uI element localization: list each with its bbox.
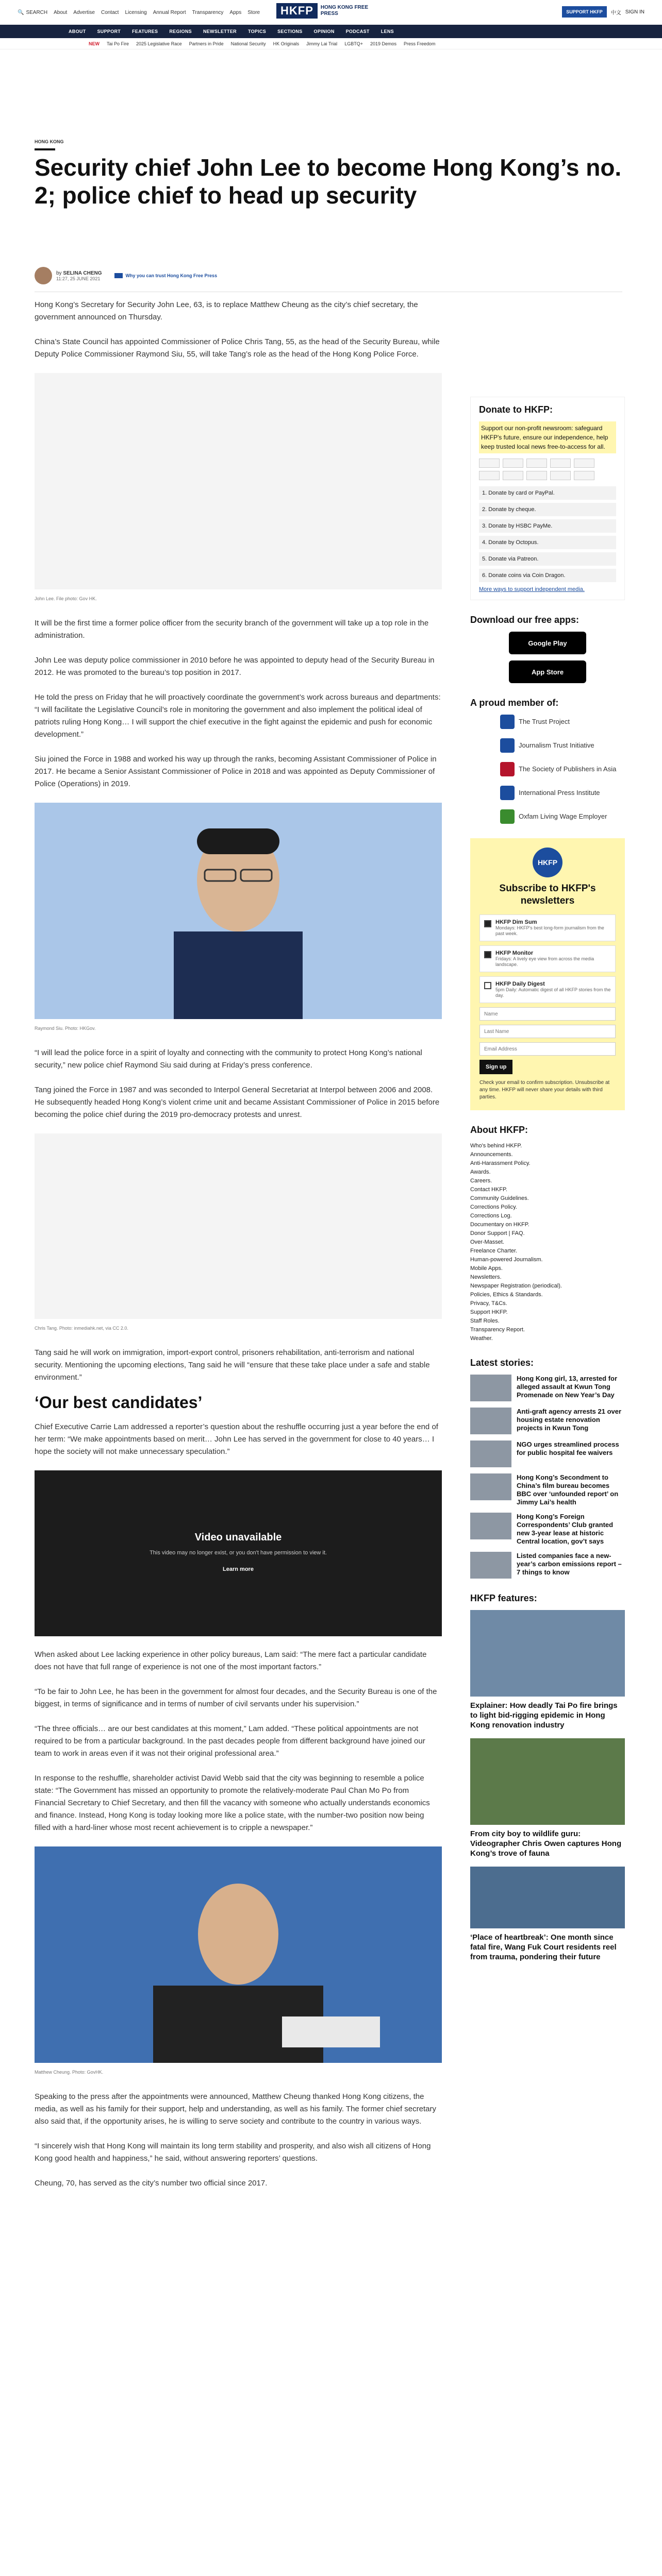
- nav-about[interactable]: ABOUT: [69, 29, 86, 34]
- google-play-button[interactable]: Google Play: [509, 632, 586, 654]
- story-thumbnail: [470, 1408, 511, 1434]
- top-link-annual-report[interactable]: Annual Report: [153, 9, 186, 15]
- story-thumbnail: [470, 1473, 511, 1500]
- about-link[interactable]: Corrections Policy.: [470, 1204, 517, 1210]
- member-logo[interactable]: Oxfam Living Wage Employer: [500, 809, 625, 824]
- trending-link[interactable]: Partners in Pride: [189, 41, 224, 46]
- donate-option[interactable]: 4. Donate by Octopus.: [479, 536, 616, 549]
- paragraph: Speaking to the press after the appointments were announced, Matthew Cheung thanked Hong Kong citizens, the media, as well as his family for their support, help and understanding, as well as his family. The former chief secretary also said that, if the opportunity arises, he is willing to serve society and contribute to the country in various ways.: [35, 2092, 436, 2126]
- apps-title: Download our free apps:: [470, 615, 580, 625]
- about-link[interactable]: Documentary on HKFP.: [470, 1222, 529, 1228]
- member-logo[interactable]: The Society of Publishers in Asia: [500, 762, 625, 776]
- last-name-field[interactable]: [479, 1025, 616, 1038]
- trust-project-icon: [500, 715, 515, 729]
- article-body: [35, 299, 442, 2202]
- about-link[interactable]: Careers.: [470, 1178, 492, 1184]
- payment-logos: [479, 459, 616, 480]
- trust-icon: [114, 273, 123, 278]
- embedded-video[interactable]: [35, 1470, 442, 1636]
- trending-link[interactable]: 2025 Legislative Race: [136, 41, 182, 46]
- about-link[interactable]: Freelance Charter.: [470, 1248, 518, 1254]
- member-title: A proud member of:: [470, 698, 559, 708]
- trending-bar: [0, 38, 662, 49]
- paragraph: Tang joined the Force in 1987 and was seconded to Interpol General Secretariat at Interpol between 2006 and 2008. He subsequently headed Hong Kong’s violent crime unit and became Assistant Commissioner of Police in 2015 before becoming the police chief during the 2019 pro-democracy protests and unrest.: [35, 1086, 440, 1119]
- about-link[interactable]: Mobile Apps.: [470, 1265, 503, 1272]
- top-bar: [0, 0, 662, 25]
- photo-caption: John Lee. File photo: Gov HK.: [35, 596, 97, 601]
- about-link[interactable]: Transparency Report.: [470, 1327, 525, 1333]
- jti-icon: [500, 738, 515, 753]
- email-field[interactable]: [479, 1042, 616, 1056]
- latest-story[interactable]: Hong Kong’s Secondment to China’s film bureau becomes BBC over ‘unfounded report’ on Jimmy Lai’s health: [470, 1473, 625, 1506]
- about-link[interactable]: Support HKFP.: [470, 1309, 508, 1315]
- apps-section: [470, 615, 625, 683]
- support-button[interactable]: SUPPORT HKFP: [562, 6, 607, 18]
- feature-story[interactable]: ‘Place of heartbreak’: One month since fatal fire, Wang Fuk Court residents reel from trauma, pondering their future: [470, 1867, 625, 1962]
- paypal-icon: [479, 459, 500, 468]
- donate-lead: Support our non-profit newsroom: safeguard HKFP's future, ensure our independence, help keep trusted local news free-to-access for all.: [479, 421, 616, 453]
- top-link-advertise[interactable]: Advertise: [73, 9, 95, 15]
- matthew-cheung-photo: [35, 1846, 442, 2063]
- feature-image: [470, 1738, 625, 1825]
- donate-option[interactable]: 2. Donate by cheque.: [479, 503, 616, 516]
- paragraph: “I will lead the police force in a spirit of loyalty and connecting with the community to protect Hong Kong’s national security,” new police chief Raymond Siu said during at Friday’s press conference.: [35, 1048, 422, 1070]
- jcb-icon: [479, 471, 500, 480]
- author-avatar: [35, 267, 52, 284]
- about-link[interactable]: Policies, Ethics & Standards.: [470, 1292, 543, 1298]
- feature-image: [470, 1867, 625, 1928]
- latest-story[interactable]: Hong Kong girl, 13, arrested for alleged assault at Kwun Tong Promenade on New Year’s Day: [470, 1375, 625, 1401]
- story-thumbnail: [470, 1552, 511, 1579]
- portrait-illustration: [35, 1846, 442, 2063]
- video-learn-more[interactable]: Learn more: [223, 1566, 254, 1572]
- headline-rule: [35, 148, 55, 150]
- trending-link[interactable]: Press Freedom: [403, 41, 436, 46]
- newsletter-option[interactable]: HKFP Daily Digest 5pm Daily: Automatic digest of all HKFP stories from the day.: [479, 976, 616, 1003]
- nav-lens[interactable]: LENS: [380, 29, 394, 34]
- trending-link[interactable]: Jimmy Lai Trial: [306, 41, 338, 46]
- top-link-store[interactable]: Store: [247, 9, 260, 15]
- features-section: [470, 1593, 625, 1962]
- about-link[interactable]: Over-Masset.: [470, 1239, 505, 1245]
- newsletter-title: Subscribe to HKFP's newsletters: [499, 883, 596, 906]
- newsletter-note: Check your email to confirm subscription. Unsubscribe at any time. HKFP will never share your details with third parties.: [479, 1080, 610, 1100]
- nav-regions[interactable]: REGIONS: [169, 29, 192, 34]
- about-link[interactable]: Privacy, T&Cs.: [470, 1300, 507, 1307]
- top-link-about[interactable]: About: [54, 9, 68, 15]
- about-title: About HKFP:: [470, 1125, 528, 1135]
- about-link[interactable]: Staff Roles.: [470, 1318, 500, 1324]
- about-section: [470, 1125, 625, 1343]
- article-category[interactable]: HONG KONG: [35, 139, 64, 144]
- story-thumbnail: [470, 1440, 511, 1467]
- signin-link[interactable]: SIGN IN: [625, 9, 644, 15]
- donate-option[interactable]: 1. Donate by card or PayPal.: [479, 486, 616, 500]
- search-button[interactable]: 🔍 SEARCH: [18, 9, 48, 15]
- nav-features[interactable]: FEATURES: [132, 29, 158, 34]
- search-icon: 🔍: [18, 9, 24, 15]
- about-link[interactable]: Human-powered Journalism.: [470, 1257, 543, 1263]
- donate-box: [470, 397, 625, 600]
- article-headline: Security chief John Lee to become Hong Kong’s no. 2; police chief to head up security: [35, 154, 622, 209]
- member-logo[interactable]: The Trust Project: [500, 715, 625, 729]
- app-store-button[interactable]: App Store: [509, 660, 586, 683]
- nav-topics[interactable]: TOPICS: [247, 29, 267, 34]
- top-link-transparency[interactable]: Transparency: [192, 9, 224, 15]
- feature-story[interactable]: From city boy to wildlife guru: Videographer Chris Owen captures Hong Kong’s trove of fauna: [470, 1738, 625, 1858]
- byline-text: [56, 270, 102, 281]
- author-name[interactable]: SELINA CHENG: [63, 270, 102, 276]
- logo-text: HONG KONG FREE PRESS: [320, 5, 369, 16]
- amex-icon: [550, 459, 571, 468]
- apple-pay-icon: [503, 471, 523, 480]
- portrait-illustration: [35, 803, 442, 1019]
- nav-newsletter[interactable]: NEWSLETTER: [203, 29, 237, 34]
- paragraph: “To be fair to John Lee, he has been in the government for almost four decades, and the Security Bureau is one of the biggest, in terms of significance and in terms of number of civil servants under his supervision.”: [35, 1687, 437, 1708]
- newsletter-box: [470, 838, 625, 1110]
- latest-story[interactable]: Hong Kong’s Foreign Correspondents’ Club granted new 3-year lease at historic Central location, gov’t says: [470, 1513, 625, 1546]
- paragraph: “The three officials… are our best candidates at this moment,” Lam added. “These political appointments are not required to be from a particular background. In the past decades people from different background have joined our team to work in areas even if it was not their original professional area.”: [35, 1724, 425, 1758]
- paragraph: In response to the reshuffle, shareholder activist David Webb said that the city was beginning to resemble a police state: “The Government has missed an opportunity to promote the relatively-moderate Paul Chan Mo Po from Financial Secretary to Chief Secretary, and then fill the vacancy with someone who actually understands economics and finance. Instead, Hong Kong is today looking more like a police state, with the number-two position now being filled with a hard-liner whose most recent achievement is to cripple a newspaper.”: [35, 1774, 430, 1832]
- sopa-icon: [500, 762, 515, 776]
- trending-link[interactable]: LGBTQ+: [344, 41, 363, 46]
- payme-icon: [550, 471, 571, 480]
- trending-link[interactable]: HK Originals: [273, 41, 300, 46]
- about-links: [470, 1142, 625, 1343]
- donate-option[interactable]: 6. Donate coins via Coin Dragon.: [479, 569, 616, 582]
- paragraph: He told the press on Friday that he will proactively coordinate the government’s work across bureaus and departments: “I will facilitate the Legislative Council’s role in monitoring the government and also implement the political ideal of patriots ruling Hong Kong… I will support the chief executive in the fight against the epidemic and push for economic development.”: [35, 693, 441, 739]
- feature-image: [470, 1610, 625, 1697]
- top-bar-links: [18, 10, 260, 15]
- oxfam-icon: [500, 809, 515, 824]
- site-logo[interactable]: [276, 3, 372, 19]
- by-label: by: [56, 270, 62, 276]
- about-link[interactable]: Newspaper Registration (periodical).: [470, 1283, 562, 1289]
- visa-icon: [503, 459, 523, 468]
- latest-section: [470, 1358, 625, 1579]
- new-badge: NEW: [89, 41, 100, 46]
- latest-story[interactable]: Anti-graft agency arrests 21 over housing estate renovation projects in Kwun Tong: [470, 1408, 625, 1434]
- signup-button[interactable]: Sign up: [479, 1060, 512, 1074]
- latest-story[interactable]: NGO urges streamlined process for public hospital fee waivers: [470, 1440, 625, 1467]
- paragraph: Tang said he will work on immigration, import-export control, prisoners rehabilitation, anti-terrorism and national security. Mentioning the upcoming elections, Tang said he will “ensure that these take place under a safe and stable environment.”: [35, 1348, 430, 1382]
- newsletter-option[interactable]: HKFP Dim Sum Mondays: HKFP's best long-form journalism from the past week.: [479, 914, 616, 941]
- paragraph: It will be the first time a former police officer from the security branch of the government will take up a top role in the administration.: [35, 619, 429, 640]
- nav-sections[interactable]: SECTIONS: [277, 29, 303, 34]
- about-link[interactable]: Anti-Harassment Policy.: [470, 1160, 531, 1166]
- google-pay-icon: [526, 471, 547, 480]
- nav-podcast[interactable]: PODCAST: [345, 29, 370, 34]
- photo-caption: Chris Tang. Photo: inmediahk.net, via CC 2.0.: [35, 1326, 128, 1331]
- paragraph: Cheung, 70, has served as the city’s number two official since 2017.: [35, 2179, 268, 2188]
- feature-story[interactable]: Explainer: How deadly Tai Po fire brings to light bid-rigging epidemic in Hong Kong renovation industry: [470, 1610, 625, 1730]
- chris-tang-photo: [35, 1133, 442, 1319]
- latest-title: Latest stories:: [470, 1358, 534, 1368]
- features-title: HKFP features:: [470, 1593, 537, 1603]
- member-logo[interactable]: Journalism Trust Initiative: [500, 738, 625, 753]
- trust-link[interactable]: Why you can trust Hong Kong Free Press: [114, 273, 218, 278]
- photo-caption: Matthew Cheung. Photo: GovHK.: [35, 2070, 104, 2075]
- raymond-siu-photo: [35, 803, 442, 1019]
- paragraph: “I sincerely wish that Hong Kong will maintain its long term stability and prosperity, and also wish all citizens of Hong Kong good health and happiness,” he said, without answering reporters’ questions.: [35, 2142, 431, 2163]
- top-link-licensing[interactable]: Licensing: [125, 9, 147, 15]
- about-link[interactable]: Contact HKFP.: [470, 1187, 507, 1193]
- about-link[interactable]: Who's behind HKFP.: [470, 1143, 522, 1149]
- john-lee-photo: [35, 373, 442, 589]
- paragraph: When asked about Lee lacking experience in other policy bureaus, Lam said: “The mere fact a particular candidate does not have that full range of experience is not one of the most important factors.”: [35, 1650, 427, 1671]
- checkbox-unchecked[interactable]: [484, 982, 491, 989]
- top-bar-actions: [562, 6, 644, 18]
- about-link[interactable]: Announcements.: [470, 1151, 513, 1158]
- logo-box: HKFP: [276, 3, 318, 19]
- publish-date: 11:27, 25 JUNE 2021: [56, 276, 101, 281]
- donate-option[interactable]: 3. Donate by HSBC PayMe.: [479, 519, 616, 533]
- newsletter-option[interactable]: HKFP Monitor Fridays: A lively eye view from across the media landscape.: [479, 945, 616, 972]
- checkbox-checked[interactable]: [484, 951, 491, 958]
- first-name-field[interactable]: [479, 1007, 616, 1021]
- newsletter-logo: HKFP: [533, 848, 562, 877]
- ipi-icon: [500, 786, 515, 800]
- unionpay-icon: [574, 459, 594, 468]
- paragraph: Siu joined the Force in 1988 and worked his way up through the ranks, becoming Assistant Commissioner of Police in 2017. He became a Senior Assistant Commissioner of Police in 2018 and was appointed as Deputy Commissioner of Police (Operations) in 2019.: [35, 755, 437, 788]
- membership-section: [470, 698, 625, 824]
- about-link[interactable]: Donor Support | FAQ.: [470, 1230, 525, 1236]
- story-thumbnail: [470, 1375, 511, 1401]
- video-message: This video may no longer exist, or you don't have permission to view it.: [150, 1550, 327, 1556]
- octopus-icon: [574, 471, 594, 480]
- video-title: Video unavailable: [194, 1532, 282, 1543]
- sidebar: [470, 397, 625, 1970]
- top-link-apps[interactable]: Apps: [229, 9, 242, 15]
- member-logo[interactable]: International Press Institute: [500, 786, 625, 800]
- mastercard-icon: [526, 459, 547, 468]
- latest-story[interactable]: Listed companies face a new-year’s carbon emissions report – 7 things to know: [470, 1552, 625, 1579]
- trending-link[interactable]: National Security: [230, 41, 266, 46]
- nav-opinion[interactable]: OPINION: [313, 29, 335, 34]
- trending-link[interactable]: Tai Po Fire: [107, 41, 129, 46]
- nav-support[interactable]: SUPPORT: [97, 29, 121, 34]
- main-nav: [0, 25, 662, 38]
- about-link[interactable]: Newsletters.: [470, 1274, 502, 1280]
- photo-caption: Raymond Siu. Photo: HKGov.: [35, 1026, 96, 1031]
- language-link[interactable]: 中文: [610, 10, 621, 16]
- byline: [35, 267, 622, 292]
- about-link[interactable]: Awards.: [470, 1169, 491, 1175]
- paragraph: John Lee was deputy police commissioner in 2010 before he was appointed to deputy head of the Security Bureau in 2012. He was promoted to the bureau’s top position in 2017.: [35, 656, 435, 677]
- donate-option[interactable]: 5. Donate via Patreon.: [479, 552, 616, 566]
- checkbox-checked[interactable]: [484, 920, 491, 927]
- about-link[interactable]: Community Guidelines.: [470, 1195, 529, 1201]
- paragraph: Chief Executive Carrie Lam addressed a reporter’s question about the reshuffle occurring just a year before the end of her term: “We make appointments based on merit… John Lee has served in the government for close to 40 years… I hope the society will not make unnecessary speculation.”: [35, 1422, 438, 1456]
- donate-title: Donate to HKFP:: [479, 404, 553, 415]
- trending-link[interactable]: 2019 Demos: [370, 41, 396, 46]
- about-link[interactable]: Corrections Log.: [470, 1213, 512, 1219]
- top-link-contact[interactable]: Contact: [101, 9, 119, 15]
- paragraph: Hong Kong’s Secretary for Security John Lee, 63, is to replace Matthew Cheung as the city’s chief secretary, the government announced on Thursday.: [35, 300, 418, 321]
- section-heading: ‘Our best candidates’: [35, 1393, 203, 1412]
- paragraph: China’s State Council has appointed Commissioner of Police Chris Tang, 55, as the head of the Security Bureau, while Deputy Police Commissioner Raymond Siu, 55, will take Tang’s role as the head of the Hong Kong Police Force.: [35, 337, 440, 359]
- more-ways-link[interactable]: More ways to support independent media.: [479, 586, 585, 592]
- story-thumbnail: [470, 1513, 511, 1539]
- about-link[interactable]: Weather.: [470, 1335, 493, 1342]
